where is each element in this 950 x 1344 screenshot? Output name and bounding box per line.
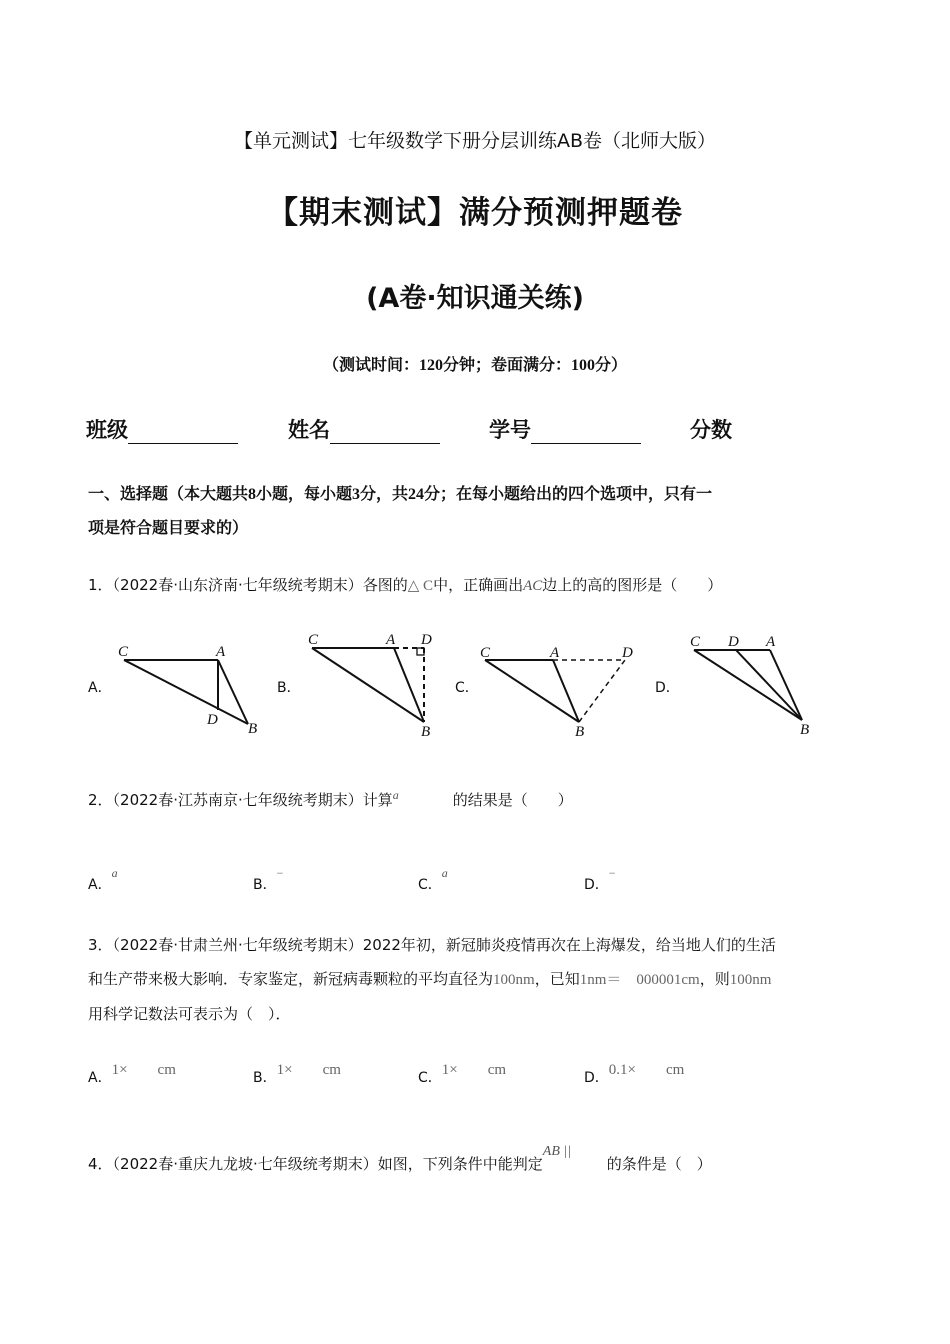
q3-number: 3． bbox=[88, 936, 113, 954]
q1-option-c[interactable]: C． bbox=[455, 680, 479, 696]
q3-line-2-c: ，则 bbox=[699, 970, 730, 988]
fig-d-label-b: B bbox=[800, 722, 810, 738]
name-field bbox=[288, 414, 440, 444]
fig-b-side-cb bbox=[312, 648, 424, 722]
q1-text-a: （2022春·山东济南·七年级统考期末）各图的 bbox=[112, 576, 408, 594]
score-label: 分数 bbox=[690, 418, 732, 442]
time-info: （测试时间：120分钟；卷面满分：100分） bbox=[322, 357, 627, 374]
q2-math-1: a ⃞ bbox=[392, 788, 412, 802]
q2-option-a[interactable] bbox=[88, 866, 118, 894]
q2-text-b: 的结果是（ ） bbox=[452, 791, 573, 809]
class-label: 班级 bbox=[86, 418, 128, 442]
q3-math-1: 100nm bbox=[493, 972, 535, 988]
class-field bbox=[86, 414, 238, 444]
section-heading bbox=[88, 478, 878, 546]
q1-option-a[interactable]: A． bbox=[88, 680, 112, 696]
figure-b bbox=[300, 626, 450, 746]
q1-text-b: 中，正确画出 bbox=[433, 576, 524, 594]
section-line-2: 项是符合题目要求的） bbox=[88, 520, 249, 537]
fig-c-label-d: D bbox=[622, 645, 633, 661]
q1-math-1: △ C bbox=[407, 578, 434, 594]
figure-d bbox=[680, 628, 830, 743]
section-line-1: 一、选择题（本大题共8小题，每小题3分，共24分；在每小题给出的四个选项中，只有一 bbox=[88, 486, 713, 503]
fig-c-height bbox=[579, 660, 625, 722]
fig-b-label-c: C bbox=[308, 632, 319, 648]
q3-option-c-math: 1× cm bbox=[441, 1062, 507, 1078]
fig-a-label-d: D bbox=[207, 712, 218, 728]
fig-a-side-cb bbox=[124, 660, 248, 724]
fig-d-segment-bd bbox=[736, 650, 802, 720]
q2-number: 2． bbox=[88, 791, 113, 809]
class-blank[interactable] bbox=[128, 423, 238, 444]
fig-c-label-a: A bbox=[550, 645, 560, 661]
q3-line-3: 用科学记数法可表示为（ ）． bbox=[88, 1005, 291, 1023]
q2-option-b-label: B． bbox=[253, 877, 277, 893]
q2-option-c-math: a bbox=[441, 866, 448, 880]
fig-c-label-c: C bbox=[480, 645, 491, 661]
q1-option-b[interactable]: B． bbox=[277, 680, 301, 696]
question-2 bbox=[88, 788, 573, 810]
q2-option-c-label: C． bbox=[418, 877, 442, 893]
fig-d-label-d: D bbox=[728, 634, 739, 650]
q2-option-d-label: D． bbox=[584, 877, 609, 893]
q2-option-a-label: A． bbox=[88, 877, 112, 893]
fig-a-label-c: C bbox=[118, 644, 129, 660]
q1-math-2: AC bbox=[523, 578, 543, 594]
q2-option-c[interactable] bbox=[418, 866, 448, 894]
fig-a-label-b: B bbox=[248, 721, 258, 737]
q2-option-d-math: − bbox=[608, 866, 616, 880]
q2-option-b[interactable] bbox=[253, 866, 283, 894]
q1-option-d[interactable]: D． bbox=[655, 680, 680, 696]
q4-text-b: 的条件是（ ） bbox=[606, 1155, 712, 1173]
fig-a-side-ab bbox=[218, 660, 248, 724]
id-field bbox=[489, 414, 641, 444]
fig-b-label-d: D bbox=[421, 632, 432, 648]
q1-text-c: 边上的高的图形是（ ） bbox=[542, 576, 723, 594]
q3-line-1-text: （2022春·甘肃兰州·七年级统考期末）2022年初，新冠肺炎疫情再次在上海爆发，给当地人们的生活 bbox=[112, 936, 776, 954]
q2-option-a-math: a bbox=[111, 866, 118, 880]
q3-option-d-math: 0.1× cm bbox=[608, 1062, 685, 1078]
q3-option-c-label: C． bbox=[418, 1070, 442, 1086]
fig-a-label-a: A bbox=[216, 644, 226, 660]
q3-option-a-math: 1× cm bbox=[111, 1062, 176, 1078]
page-title: 【期末测试】满分预测押题卷 bbox=[267, 195, 683, 231]
fig-b-right-angle bbox=[417, 648, 424, 655]
fig-d-label-c: C bbox=[690, 634, 701, 650]
q3-line-1 bbox=[88, 928, 878, 962]
q1-number: 1． bbox=[88, 576, 113, 594]
q3-option-a-label: A． bbox=[88, 1070, 112, 1086]
q3-option-b-math: 1× cm bbox=[276, 1062, 341, 1078]
figure-c bbox=[475, 640, 640, 745]
question-1 bbox=[88, 574, 722, 595]
score-field bbox=[690, 414, 732, 444]
q4-number: 4． bbox=[88, 1155, 113, 1173]
fig-b-label-a: A bbox=[386, 632, 396, 648]
fig-b-label-b: B bbox=[421, 724, 431, 740]
q4-math-1: AB || bbox=[542, 1144, 572, 1159]
q3-option-a[interactable] bbox=[88, 1058, 176, 1087]
q2-text-a: （2022春·江苏南京·七年级统考期末）计算 bbox=[112, 791, 393, 809]
id-label: 学号 bbox=[489, 418, 531, 442]
q3-option-c[interactable] bbox=[418, 1058, 506, 1087]
id-blank[interactable] bbox=[531, 423, 641, 444]
fig-d-label-a: A bbox=[766, 634, 776, 650]
figure-a bbox=[110, 636, 270, 746]
q3-line-2-a: 和生产带来极大影响．专家鉴定，新冠病毒颗粒的平均直径为 bbox=[88, 970, 494, 988]
series-title: 【单元测试】七年级数学下册分层训练AB卷（北师大版） bbox=[233, 130, 717, 152]
q3-option-b[interactable] bbox=[253, 1058, 341, 1087]
question-4 bbox=[88, 1144, 712, 1174]
question-3 bbox=[88, 928, 878, 1031]
q2-option-d[interactable] bbox=[584, 866, 616, 894]
q3-option-b-label: B． bbox=[253, 1070, 277, 1086]
q3-option-d[interactable] bbox=[584, 1058, 684, 1087]
name-blank[interactable] bbox=[330, 423, 440, 444]
q3-option-d-label: D． bbox=[584, 1070, 609, 1086]
q4-text-a: （2022春·重庆九龙坡·七年级统考期末）如图，下列条件中能判定 bbox=[112, 1155, 543, 1173]
page-subtitle: (A卷·知识通关练) bbox=[366, 283, 584, 314]
fig-c-side-cb bbox=[485, 660, 579, 722]
q2-option-b-math: − bbox=[276, 866, 284, 880]
q3-line-2-b: ，已知 bbox=[534, 970, 580, 988]
q3-line-2 bbox=[88, 962, 878, 997]
q3-math-3: 100nm bbox=[729, 972, 772, 988]
q3-math-2: 1nm＝ 000001cm bbox=[579, 972, 700, 988]
fig-c-label-b: B bbox=[575, 724, 585, 740]
name-label: 姓名 bbox=[288, 418, 330, 442]
